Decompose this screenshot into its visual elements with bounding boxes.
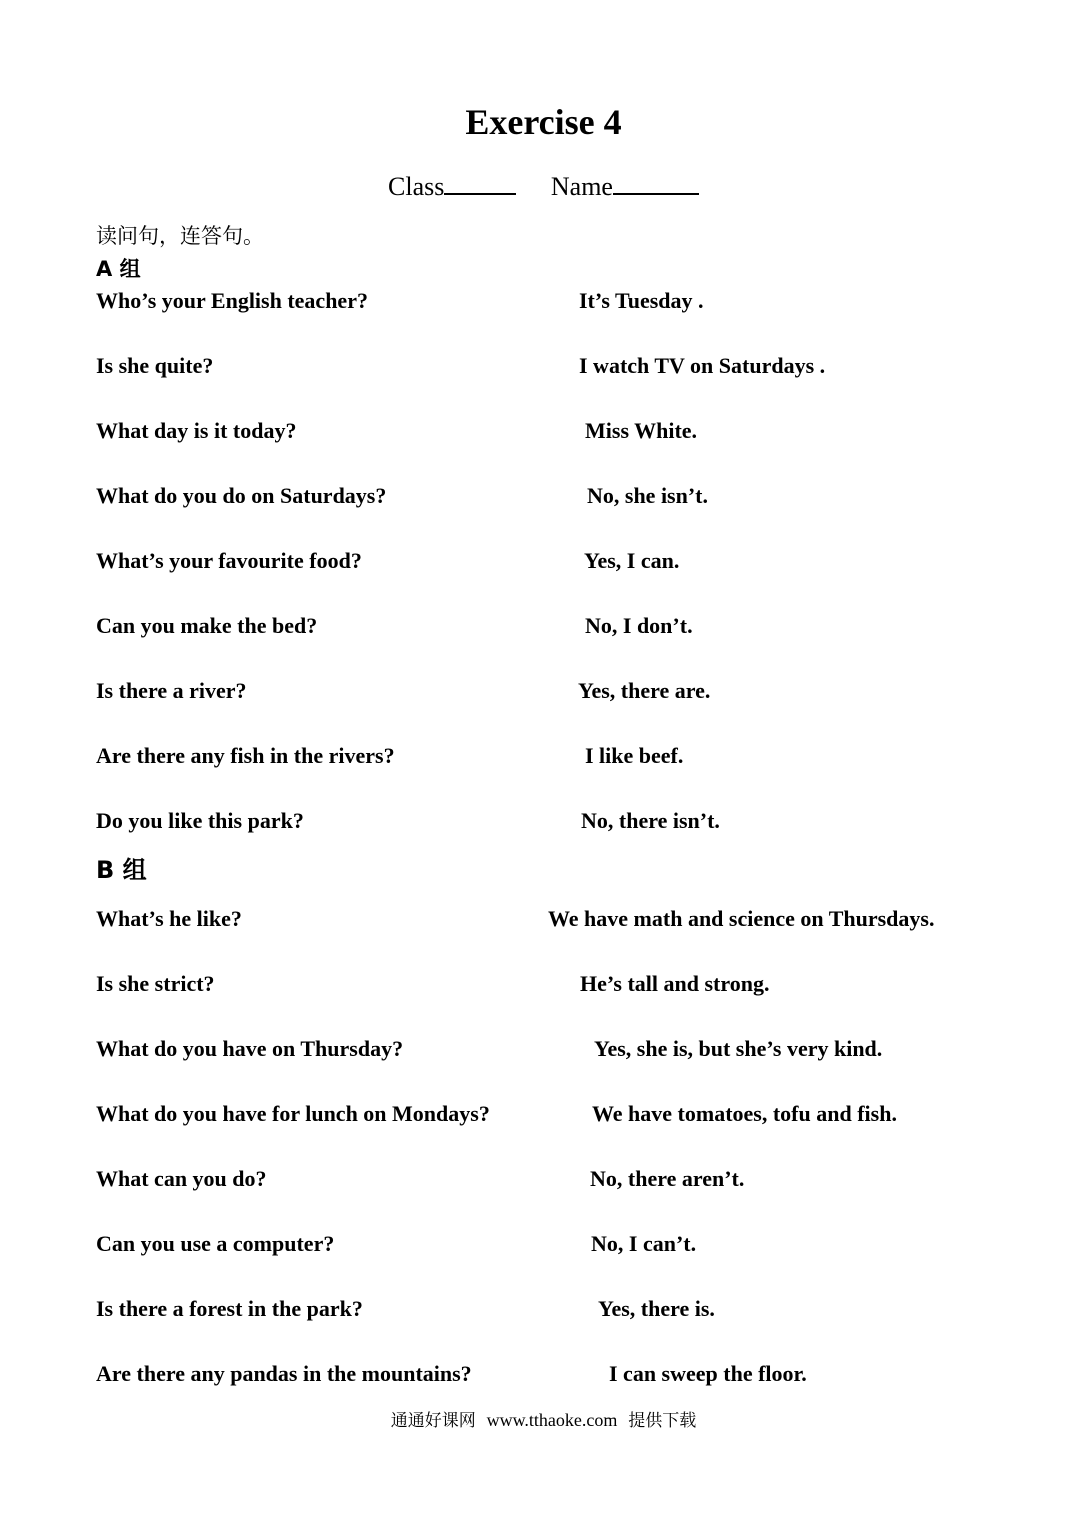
group-a-question: Can you make the bed? — [96, 613, 318, 638]
footer — [0, 1407, 1087, 1434]
class-name-line — [0, 170, 1087, 204]
group-b-answer: Yes, she is, but she’s very kind. — [594, 1036, 883, 1061]
footer-site-name: 通通好课网 — [390, 1411, 476, 1431]
group-b-answer: No, there aren’t. — [590, 1166, 745, 1191]
group-b-question: What’s he like? — [96, 906, 242, 931]
group-b-question: Is she strict? — [96, 971, 215, 996]
group-a-answer: I like beef. — [585, 743, 684, 768]
group-a-question: What’s your favourite food? — [96, 548, 362, 573]
footer-suffix: 提供下载 — [628, 1411, 697, 1431]
instruction: 读问句，连答句。 — [96, 224, 264, 248]
group-b-answer: Yes, there is. — [598, 1296, 715, 1321]
group-b-answer: We have tomatoes, tofu and fish. — [592, 1101, 897, 1126]
group-a-question: Are there any fish in the rivers? — [96, 743, 395, 768]
group-b-answer: I can sweep the floor. — [609, 1361, 807, 1386]
page-title: Exercise 4 — [465, 102, 622, 142]
group-b-question: What do you have for lunch on Mondays? — [96, 1101, 490, 1126]
group-a-question: Who’s your English teacher? — [96, 288, 368, 313]
group-b-label: B 组 — [96, 856, 147, 884]
group-a-answer: Yes, there are. — [578, 678, 711, 703]
group-b-answer: No, I can’t. — [591, 1231, 697, 1256]
group-b-question: Can you use a computer? — [96, 1231, 335, 1256]
group-a-answer: Yes, I can. — [584, 548, 680, 573]
class-blank — [444, 171, 516, 195]
name-label: Name — [550, 172, 613, 201]
group-a-question: What day is it today? — [96, 418, 297, 443]
group-a-question: Is there a river? — [96, 678, 247, 703]
group-a-question: Is she quite? — [96, 353, 214, 378]
group-a-answer: No, she isn’t. — [587, 483, 709, 508]
group-a-answer: No, I don’t. — [585, 613, 693, 638]
group-a-label: A 组 — [96, 257, 141, 281]
group-b-question: What can you do? — [96, 1166, 267, 1191]
name-blank — [613, 171, 699, 195]
footer-url[interactable]: www.tthaoke.com — [486, 1410, 618, 1430]
group-a-answer: No, there isn’t. — [581, 808, 720, 833]
group-a-answer: It’s Tuesday . — [579, 288, 704, 313]
group-b-question: Is there a forest in the park? — [96, 1296, 363, 1321]
group-a-question: What do you do on Saturdays? — [96, 483, 387, 508]
class-label: Class — [388, 172, 445, 201]
group-a-question: Do you like this park? — [96, 808, 304, 833]
group-b-answer: He’s tall and strong. — [580, 971, 770, 996]
group-b-question: What do you have on Thursday? — [96, 1036, 404, 1061]
group-b-answer: We have math and science on Thursdays. — [548, 906, 935, 931]
group-a-answer: I watch TV on Saturdays . — [579, 353, 826, 378]
group-b-question: Are there any pandas in the mountains? — [96, 1361, 472, 1386]
group-a-answer: Miss White. — [585, 418, 698, 443]
